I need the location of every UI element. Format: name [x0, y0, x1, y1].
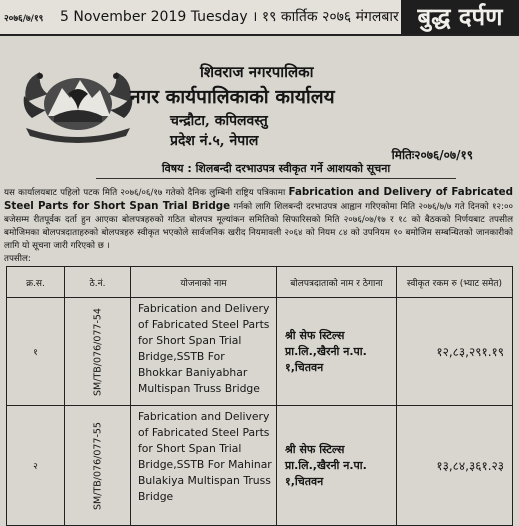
bidder-name: श्री सेफ स्टिल्स — [285, 442, 345, 456]
bidder-address: प्रा.लि.,खैरनी न.पा. — [285, 458, 367, 472]
office-name: नगर कार्यपालिकाको कार्यालय — [130, 86, 335, 108]
nepal-emblem-icon — [18, 58, 138, 146]
row-contract-no — [65, 406, 131, 526]
notice-body — [4, 186, 513, 266]
table-header-row — [7, 267, 513, 298]
row-bidder — [277, 298, 397, 406]
table-row — [7, 298, 513, 406]
contract-code: SM/TB/076/077-55 — [92, 421, 103, 510]
contract-code: SM/TB/076/077-54 — [92, 307, 103, 396]
office-header — [130, 62, 335, 150]
header-sn: क्र.स. — [7, 267, 65, 298]
municipality-name: शिवराज नगरपालिका — [200, 63, 314, 81]
row-project: Fabrication and Delivery of Fabricated Steel Parts for Short Span Trial Bridge,SSTB For Bhokkar Baniyabhar Multispan Truss Bridge — [131, 298, 277, 406]
header-bidder: बोलपत्रदाताको नाम र ठेगाना — [277, 267, 397, 298]
masthead-date: 5 November 2019 Tuesday । १९ कार्तिक २०७६ मंगलबार — [60, 9, 399, 25]
body-tail: तपसील: — [4, 254, 31, 264]
row-amount: १३,८४,३६१.२३ — [397, 406, 513, 526]
body-part-2: गर्नको लागि शिलबन्दी दरभाउपत्र आह्वान गरिएकोमा मिति २०७६/७/७ गते दिनको १२:०० बजेसम्म रीतपूर्वक दर्ता हुन आएका बोलपत्रहरुको गठित बोलपत्र मूल्यांकन समितिको सिफारिसको मिति २०७६/०७/१७ र १८ को बैठकको निर्णयबाट तपसील बमोजिमका बोलपत्रदाताहरुको बोलपत्रहरु स्वीकृत भएकोले सार्वजनिक खरीद नियमावली २०६४ को नियम ८४ को उपनियम १० बमोजिम सम्बन्धितको जानकारीको लागि यो सूचना जारी गरिएको छ । — [4, 202, 514, 251]
bidder-address: प्रा.लि.,खैरनी न.पा. — [285, 344, 367, 358]
body-part-1: यस कार्यालयबाट पहिलो पटक मिति २०७६/०६/१७ गतेको दैनिक लुम्बिनी राष्ट्रिय पत्रिकामा — [4, 188, 286, 198]
notice-date: मितिः२०७६/०७/१९ — [391, 148, 473, 162]
office-address: चन्द्रौटा, कपिलवस्तु — [170, 113, 268, 129]
bidder-address-2: १,चितवन — [285, 474, 324, 488]
body-project-title: Fabrication and Delivery of Fabricated Steel Parts for Short Span Trial Bridge — [4, 186, 514, 212]
row-sn: २ — [7, 406, 65, 526]
awarded-bids-table — [6, 266, 513, 526]
row-amount: १२,८३,२९१.१९ — [397, 298, 513, 406]
row-project: Fabrication and Delivery of Fabricated Steel Parts for Short Span Trial Bridge,SSTB For Mahinar Bulakiya Multispan Truss Bridge — [131, 406, 277, 526]
row-sn: १ — [7, 298, 65, 406]
header-amount: स्वीकृत रकम रु (भ्याट समेत) — [397, 267, 513, 298]
masthead-code: २०७६/७/१९ — [4, 14, 44, 24]
bidder-name: श्री सेफ स्टिल्स — [285, 328, 345, 342]
notice-subject: विषय : शिलबन्दी दरभाउपत्र स्वीकृत गर्ने आशयको सूचना — [96, 161, 456, 179]
table-row — [7, 406, 513, 526]
header-project: योजनाको नाम — [131, 267, 277, 298]
header-contract-no: ठे.नं. — [65, 267, 131, 298]
office-province: प्रदेश नं.५, नेपाल — [170, 133, 259, 149]
row-contract-no — [65, 298, 131, 406]
row-bidder — [277, 406, 397, 526]
newspaper-name: बुद्ध दर्पण — [401, 0, 519, 34]
newspaper-masthead — [0, 0, 519, 36]
bidder-address-2: १,चितवन — [285, 360, 324, 374]
